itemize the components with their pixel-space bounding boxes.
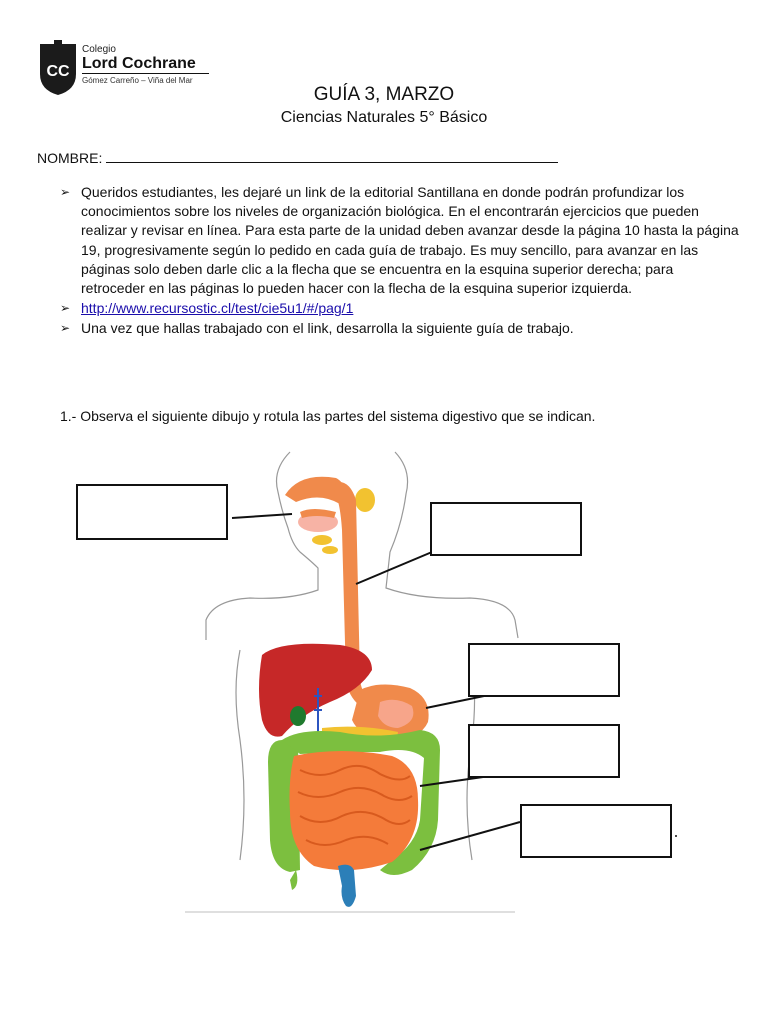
digestive-diagram [0,440,768,920]
label-box-small-intestine[interactable] [468,724,620,778]
name-blank-line[interactable] [106,150,558,163]
question-1: 1.- Observa el siguiente dibujo y rotula las partes del sistema digestivo que se indican. [60,408,596,424]
logo-colegio-text: Colegio [82,44,116,55]
name-label: NOMBRE: [37,150,103,166]
instruction-list [60,183,740,340]
label-box-stomach[interactable] [468,643,620,697]
logo-initials: CC [46,63,70,80]
logo-underline [82,73,209,74]
label-box-esophagus[interactable] [430,502,582,556]
logo-location: Gómez Carreño – Viña del Mar [82,76,193,85]
label-box-mouth[interactable] [76,484,228,540]
list-item [60,183,740,298]
label-box-large-intestine[interactable] [520,804,672,858]
arrowhead-bullet-icon: ➢ [60,185,71,199]
arrowhead-bullet-icon: ➢ [60,321,71,336]
arrowhead-bullet-icon: ➢ [60,301,71,316]
santillana-link[interactable]: http://www.recursostic.cl/test/cie5u1/#/pag/1 [81,300,354,317]
page-title: GUÍA 3, MARZO [313,84,455,105]
page-subtitle: Ciencias Naturales 5° Básico [280,109,488,126]
instruction-text: Queridos estudiantes, les dejaré un link de la editorial Santillana en donde podrán profundizar los conocimientos sobre los niveles de organización biológica. En el encontrarán ejercicios que pueden realizar y revisar en línea. Para esta parte de la unidad deben avanzar desde la página 10 hasta la página 19, progresivamente según lo pedido en cada guía de trabajo. Es muy sencillo, para avanzar en las páginas solo deben darle clic a la flecha que se encuentra en la esquina superior derecha; para retroceder en las páginas lo pueden hacer con la flecha de la esquina superior izquierda. [81,184,739,297]
list-item [60,299,740,318]
logo-school-name: Lord Cochrane [82,55,196,72]
instruction-text: Una vez que hallas trabajado con el link, desarrolla la siguiente guía de trabajo. [81,320,574,337]
name-field [37,150,558,166]
list-item [60,319,740,338]
